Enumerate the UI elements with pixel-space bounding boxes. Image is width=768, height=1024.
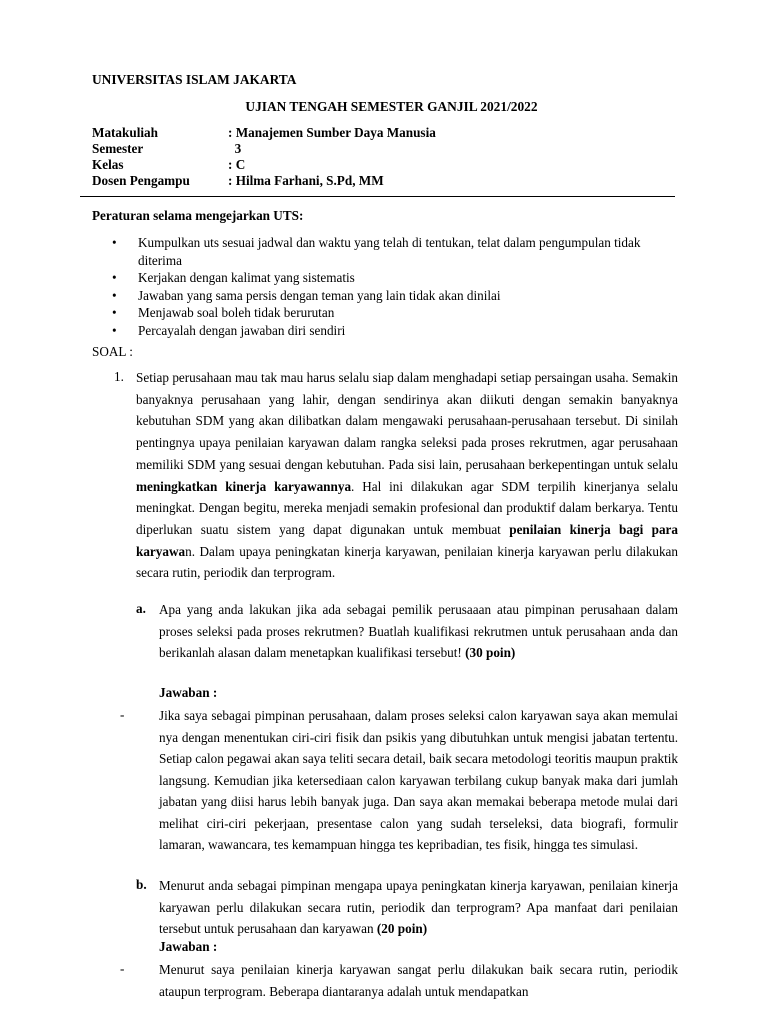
- subquestion-points: (30 poin): [465, 645, 516, 660]
- list-item: [112, 287, 682, 305]
- rule-text: Kumpulkan uts sesuai jadwal dan waktu yang telah di tentukan, telat dalam pengumpulan tidak diterima: [138, 235, 641, 268]
- list-item: [112, 304, 682, 322]
- header-divider: [80, 196, 675, 197]
- rules-title: Peraturan selama mengejarkan UTS:: [92, 208, 304, 223]
- question-part: Setiap perusahaan mau tak mau harus selalu siap dalam menghadapi setiap persaingan usaha. Semakin banyaknya perusahaan yang lahir, dengan sendirinya akan diikuti dengan semakin banyaknya kebutuhan SDM yang akan dilibatkan dalam mengawaki perusahaan-perusahaan tersebut. Di sinilah pentingnya upaya penilaian karyawan dalam rangka seleksi pada proses rekrutmen, agar perusahaan memiliki SDM yang sesuai dengan kebutuhan. Pada sisi lain, perusahaan berkepentingan untuk selalu: [136, 370, 678, 472]
- rules-list: [112, 234, 682, 339]
- subquestion-a-label: a.: [136, 601, 146, 616]
- subquestion-a-text: [159, 599, 678, 664]
- rule-text: Percayalah dengan jawaban diri sendiri: [138, 322, 346, 338]
- info-row-semester: [92, 141, 436, 157]
- info-row-course: [92, 125, 436, 141]
- list-item: [112, 234, 682, 269]
- info-value: : C: [228, 157, 246, 172]
- info-value: : Manajemen Sumber Daya Manusia: [228, 125, 436, 140]
- soal-heading: SOAL :: [92, 344, 133, 359]
- question-part: . Hal ini dilakukan agar SDM terpilih kinerjanya selalu meningkat. Dengan begitu, mereka menjadi semakin profesional dan produktif dalam berkarya. Tentu diperlukan suatu sistem yang dapat digunakan untuk membuat: [136, 478, 678, 537]
- exam-title: [0, 99, 768, 115]
- subquestion-b-text: [159, 875, 678, 940]
- info-label: Dosen Pengampu: [92, 173, 190, 188]
- question-part: n. Dalam upaya peningkatan kinerja karyawan, penilaian kinerja karyawan perlu dilakukan secara rutin, periodik dan terprogram.: [136, 543, 678, 581]
- info-row-class: [92, 157, 436, 173]
- answer-b-label: Jawaban :: [159, 939, 218, 954]
- exam-title-text: UJIAN TENGAH SEMESTER GANJIL 2021/2022: [245, 99, 538, 114]
- bullet-icon: •: [112, 287, 117, 303]
- university-name: UNIVERSITAS ISLAM JAKARTA: [92, 72, 297, 87]
- answer-a-label: Jawaban :: [159, 685, 218, 700]
- question-number: 1.: [114, 369, 124, 384]
- bullet-icon: •: [112, 322, 117, 338]
- rule-text: Menjawab soal boleh tidak berurutan: [138, 305, 335, 320]
- question-text: [136, 367, 678, 584]
- answer-a-text: Jika saya sebagai pimpinan perusahaan, dalam proses seleksi calon karyawan saya akan memulai nya dengan menentukan ciri-ciri fisik dan psikis yang dibutuhkan untuk mengisi jabatan tertentu. Setiap calon pegawai akan saya teliti secara detail, baik secara metodologi teoritis maupun praktik langsung. Kemudian jika ketersediaan calon karyawan terbilang cukup banyak maka dari jumlah jabatan yang diisi harus lebih banyak juga. Dan saya akan memakai beberapa metode mulai dari melihat ciri-ciri pekerjaan, presentase calon yang sudah terseleksi, data biografi, formulir lamaran, wawancara, tes kemampuan hingga tes kepribadian, tes fisik, hingga tes simulasi.: [159, 708, 678, 852]
- bullet-icon: •: [112, 235, 117, 250]
- question-emphasis: penilaian kinerja bagi para karyawa: [136, 521, 679, 559]
- bullet-icon: •: [112, 270, 117, 285]
- list-item: [112, 269, 682, 287]
- rule-text: Kerjakan dengan kalimat yang sistematis: [138, 270, 355, 285]
- rule-text: Jawaban yang sama persis dengan teman yang lain tidak akan dinilai: [138, 287, 501, 303]
- answer-b-dash: -: [120, 961, 125, 976]
- list-item: [112, 322, 682, 340]
- question-emphasis: meningkatkan kinerja karyawannya: [136, 478, 352, 494]
- bullet-icon: •: [112, 305, 117, 320]
- course-info: [92, 125, 436, 189]
- answer-a-dash: -: [120, 707, 125, 722]
- info-value: 3: [228, 141, 242, 156]
- subquestion-text: Menurut anda sebagai pimpinan mengapa upaya peningkatan kinerja karyawan, penilaian kinerja karyawan perlu dilakukan secara rutin, periodik dan terprogram? Apa manfaat dari penilaian tersebut untuk perusahaan dan karyawan: [159, 878, 678, 936]
- info-value: : Hilma Farhani, S.Pd, MM: [228, 173, 384, 188]
- info-label: Kelas: [92, 157, 124, 172]
- info-label: Semester: [92, 141, 144, 156]
- answer-b-text: Menurut saya penilaian kinerja karyawan sangat perlu dilakukan baik secara rutin, periodik ataupun terprogram. Beberapa diantaranya adalah untuk mendapatkan: [159, 962, 678, 999]
- subquestion-b-label: b.: [136, 877, 147, 892]
- info-label: Matakuliah: [92, 125, 158, 140]
- info-row-lecturer: [92, 173, 436, 189]
- subquestion-text: Apa yang anda lakukan jika ada sebagai pemilik perusaaan atau pimpinan perusahaan dalam proses seleksi pada proses rekrutmen? Buatlah kualifikasi rekrutmen untuk perusahaan anda dan berikanlah alasan dalam menetapkan kualifikasi tersebut!: [159, 602, 678, 660]
- subquestion-points: (20 poin): [376, 921, 428, 936]
